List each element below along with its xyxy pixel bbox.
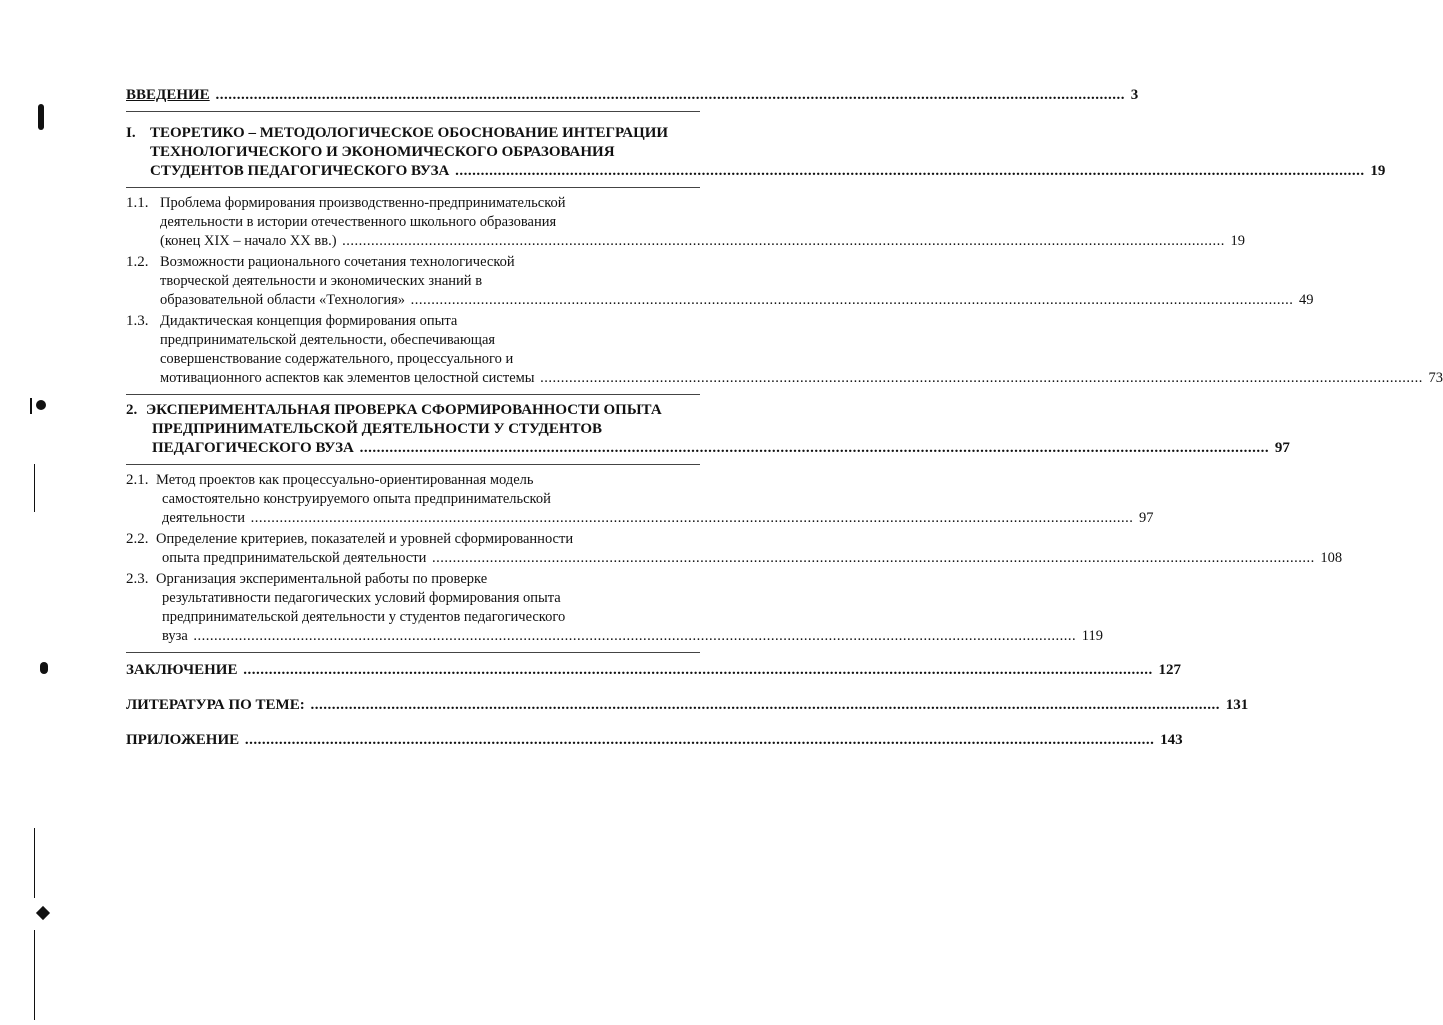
toc-entry-1-2[interactable] [126, 253, 1314, 310]
leader-dots [243, 662, 1153, 678]
toc-entry-line: деятельности в истории отечественного школьного образования [160, 214, 557, 230]
toc-page-number: 73 [1428, 370, 1443, 386]
toc-page-number: 19 [1230, 233, 1246, 249]
leader-dots [540, 370, 1423, 386]
toc-entry-line: Метод проектов как процессуально-ориентированная модель [156, 472, 534, 488]
leader-dots [360, 440, 1270, 456]
divider [126, 111, 700, 112]
margin-mark [30, 398, 32, 414]
toc-entry-line: самостоятельно конструируемого опыта предпринимательской [162, 491, 551, 507]
divider [126, 187, 700, 188]
leader-dots [411, 292, 1294, 308]
leader-dots [342, 233, 1225, 249]
margin-mark [40, 662, 48, 674]
toc-entry-1-1[interactable] [126, 194, 1246, 251]
toc-entry-line: СТУДЕНТОВ ПЕДАГОГИЧЕСКОГО ВУЗА [150, 163, 450, 179]
toc-entry-title: ВВЕДЕНИЕ [126, 87, 210, 103]
margin-mark [34, 828, 35, 898]
toc-entry-line: ТЕОРЕТИКО – МЕТОДОЛОГИЧЕСКОЕ ОБОСНОВАНИЕ ИНТЕГРАЦИИ [150, 125, 669, 141]
toc-entry-number: 2. [126, 402, 138, 418]
toc-entry-line: творческой деятельности и экономических знаний в [160, 273, 483, 289]
toc-entry-literature[interactable] [126, 696, 1249, 715]
toc-entry-number: 2.2. [126, 531, 149, 547]
toc-page-number: 19 [1370, 163, 1386, 179]
toc-entry-2-1[interactable] [126, 471, 1154, 528]
leader-dots [310, 697, 1220, 713]
toc-entry-line: Организация экспериментальной работы по проверке [156, 571, 488, 587]
table-of-contents [126, 86, 1443, 750]
toc-page-number: 97 [1139, 510, 1154, 526]
toc-entry-title: ЛИТЕРАТУРА ПО ТЕМЕ: [126, 697, 305, 713]
margin-mark [36, 906, 50, 920]
leader-dots [455, 163, 1365, 179]
toc-page-number: 127 [1158, 662, 1181, 678]
toc-entry-line: результативности педагогических условий формирования опыта [162, 590, 561, 606]
toc-page-number: 143 [1160, 732, 1183, 748]
toc-entry-line: Проблема формирования производственно-предпринимательской [160, 195, 566, 211]
toc-entry-title: ПРИЛОЖЕНИЕ [126, 732, 240, 748]
toc-entry-line: предпринимательской деятельности у студентов педагогического [162, 609, 566, 625]
toc-entry-conclusion[interactable] [126, 661, 1181, 680]
toc-entry-line: ЭКСПЕРИМЕНТАЛЬНАЯ ПРОВЕРКА СФОРМИРОВАННОСТИ ОПЫТА [146, 402, 662, 418]
toc-entry-intro[interactable] [126, 86, 1139, 105]
leader-dots [215, 87, 1125, 103]
toc-entry-line: (конец XIX – начало XX вв.) [160, 233, 337, 249]
toc-entry-line: мотивационного аспектов как элементов целостной системы [160, 370, 535, 386]
toc-entry-2-2[interactable] [126, 530, 1343, 568]
toc-entry-line: ТЕХНОЛОГИЧЕСКОГО И ЭКОНОМИЧЕСКОГО ОБРАЗОВАНИЯ [150, 144, 615, 160]
toc-entry-number: I. [126, 125, 136, 141]
toc-entry-number: 2.1. [126, 472, 149, 488]
leader-dots [245, 732, 1155, 748]
toc-entry-line: опыта предпринимательской деятельности [162, 550, 427, 566]
toc-entry-line: Дидактическая концепция формирования опыта [160, 313, 458, 329]
toc-entry-line: вуза [162, 628, 188, 644]
toc-entry-line: предпринимательской деятельности, обеспечивающая [160, 332, 496, 348]
toc-page-number: 49 [1299, 292, 1314, 308]
toc-page-number: 97 [1274, 440, 1290, 456]
margin-mark [36, 400, 46, 410]
toc-entry-chapter-1[interactable] [126, 124, 1386, 181]
toc-entry-title: ЗАКЛЮЧЕНИЕ [126, 662, 238, 678]
toc-entry-line: ПЕДАГОГИЧЕСКОГО ВУЗА [152, 440, 354, 456]
toc-entry-line: совершенствование содержательного, процессуального и [160, 351, 514, 367]
margin-mark [34, 930, 35, 1020]
toc-entry-line: деятельности [162, 510, 246, 526]
toc-entry-1-3[interactable] [126, 312, 1443, 388]
toc-entry-number: 1.1. [126, 195, 149, 211]
toc-entry-line: Возможности рационального сочетания технологической [160, 254, 515, 270]
leader-dots [251, 510, 1134, 526]
toc-entry-appendix[interactable] [126, 731, 1183, 750]
toc-entry-line: образовательной области «Технология» [160, 292, 406, 308]
leader-dots [193, 628, 1076, 644]
toc-page-number: 3 [1130, 87, 1139, 103]
toc-entry-number: 2.3. [126, 571, 149, 587]
toc-entry-2-3[interactable] [126, 570, 1103, 646]
toc-entry-chapter-2[interactable] [126, 401, 1290, 458]
divider [126, 464, 700, 465]
leader-dots [432, 550, 1315, 566]
toc-entry-line: ПРЕДПРИНИМАТЕЛЬСКОЙ ДЕЯТЕЛЬНОСТИ У СТУДЕНТОВ [152, 421, 603, 437]
divider [126, 394, 700, 395]
toc-page-number: 119 [1081, 628, 1103, 644]
margin-mark [38, 104, 44, 130]
toc-entry-line: Определение критериев, показателей и уровней сформированности [156, 531, 574, 547]
divider [126, 652, 700, 653]
margin-mark [34, 464, 35, 512]
toc-entry-number: 1.2. [126, 254, 149, 270]
toc-page-number: 131 [1225, 697, 1249, 713]
toc-entry-number: 1.3. [126, 313, 149, 329]
toc-page-number: 108 [1320, 550, 1343, 566]
